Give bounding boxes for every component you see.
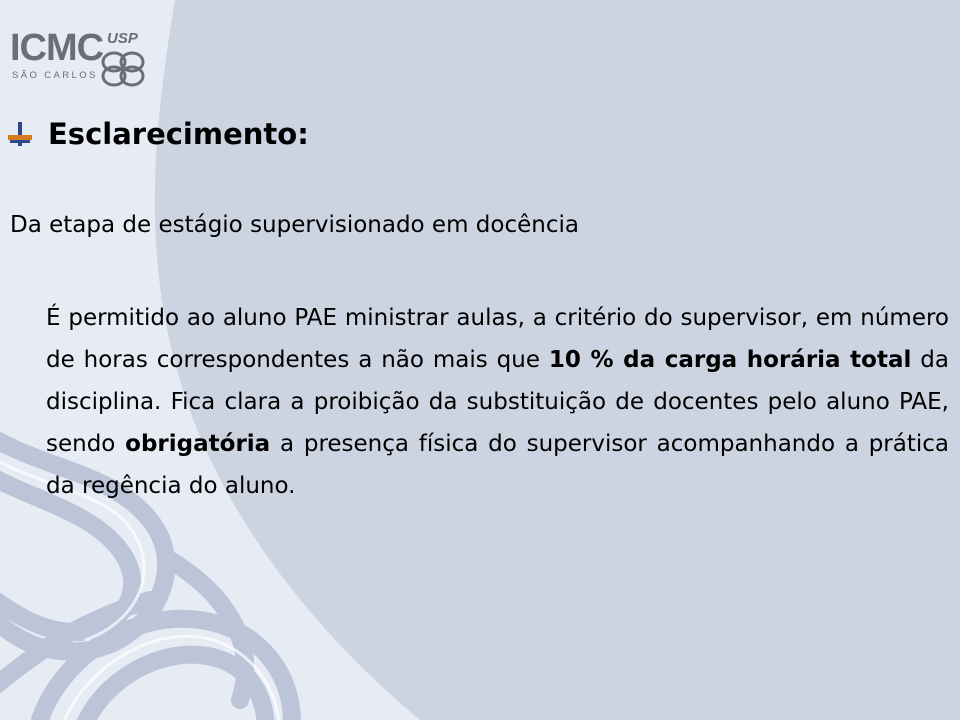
logo-subtitle: SÃO CARLOS bbox=[12, 70, 98, 81]
logo-usp-badge: USP bbox=[107, 30, 138, 47]
usp-knot-icon bbox=[98, 44, 148, 90]
bullet-icon bbox=[8, 122, 32, 146]
slide-heading bbox=[8, 112, 309, 156]
paragraph-text-3: a presença física do supervisor acompanhando a prática da regência do aluno. bbox=[46, 431, 949, 499]
paragraph-text-2: da disciplina. Fica clara a proibição da substituição de docentes pelo aluno PAE, sendo bbox=[46, 347, 949, 457]
heading-title: Esclarecimento: bbox=[48, 117, 309, 151]
logo-icmc-text: ICMC bbox=[10, 27, 104, 69]
paragraph-bold-2: obrigatória bbox=[125, 431, 271, 457]
icmc-usp-logo bbox=[10, 28, 145, 90]
paragraph-bold-1: 10 % da carga horária total bbox=[548, 347, 912, 373]
paragraph-text-1: É permitido ao aluno PAE ministrar aulas, a critério do supervisor, em número de horas correspondentes a não mais que bbox=[46, 305, 949, 373]
body-paragraph bbox=[46, 297, 949, 507]
section-subtitle: Da etapa de estágio supervisionado em docência bbox=[10, 212, 579, 238]
